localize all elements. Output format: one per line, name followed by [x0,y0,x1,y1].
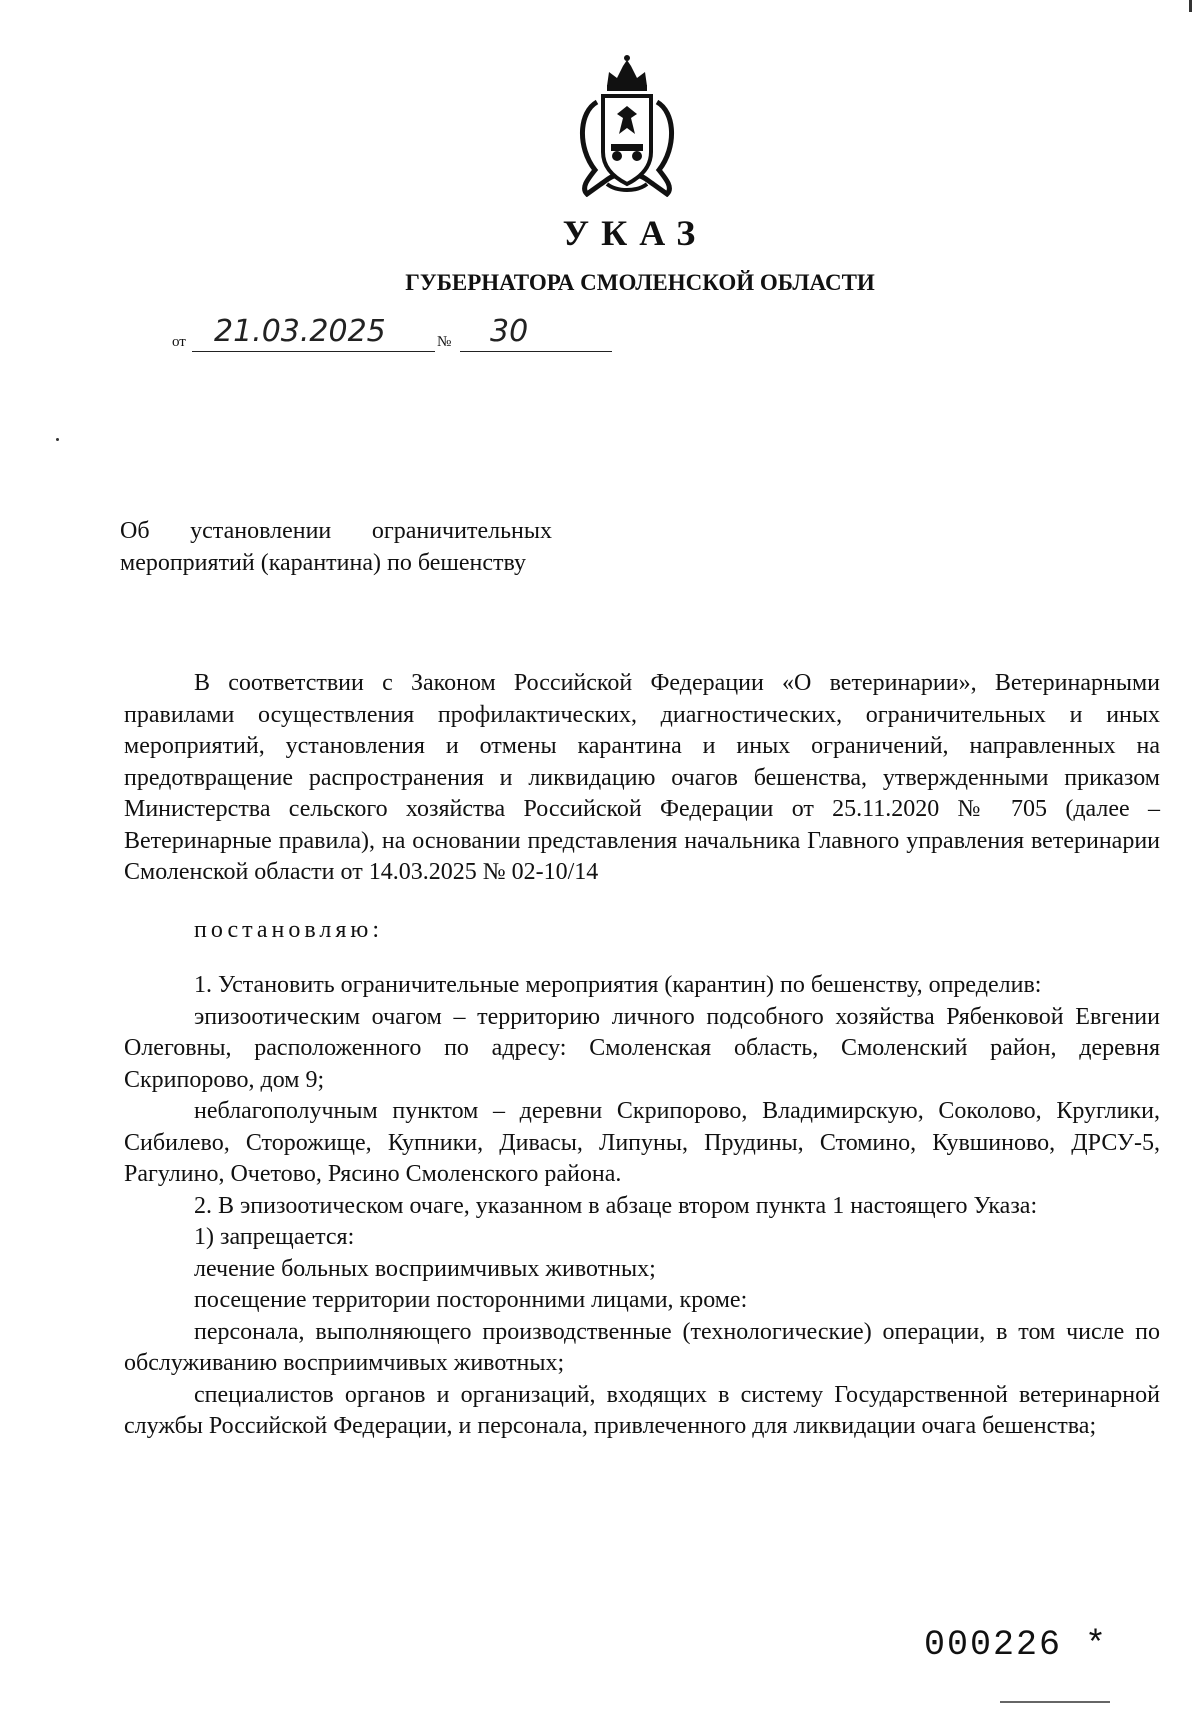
scan-edge-mark [1189,0,1192,12]
paragraph-2-1b: посещение территории посторонними лицами, кроме: [194,1287,748,1313]
number-underline [460,351,612,352]
paragraph-1a: эпизоотическим очагом – территорию личного подсобного хозяйства Рябенковой Евгении Олеговны, расположенного по адресу: Смоленская область, Смоленский район, деревня Скрипорово, дом 9; [124,1003,1160,1093]
handwritten-number: 30 [490,314,529,349]
date-label: от [172,334,186,350]
document-subject: Об установлении ограничительных мероприятий (карантина) по бешенству [120,518,552,576]
paragraph-2: 2. В эпизоотическом очаге, указанном в абзаце втором пункта 1 настоящего Указа: [194,1192,1038,1219]
scan-edge-line [1000,1701,1110,1703]
smolensk-coat-of-arms-icon [567,52,687,197]
paragraph-2-1d: специалистов органов и организаций, входящих в систему Государственной ветеринарной службы Российской Федерации, и персонала, привлеченного для ликвидации очага бешенства; [124,1381,1160,1439]
serial-number: 000226 * [924,1625,1109,1665]
preamble-paragraph: В соответствии с Законом Российской Федерации «О ветеринарии», Ветеринарными правилами осуществления профилактических, диагностических, ограничительных и иных мероприятий, установления и отмены карантина и иных ограничений, направленных на предотвращение распространения и ликвидацию очагов бешенства, утвержденными приказом Министерства сельского хозяйства Российской Федерации от 25.11.2020 № 705 (далее – Ветеринарные правила), на основании представления начальника Главного управления ветеринарии Смоленской области от 14.03.2025 № 02-10/14 [124,670,1160,885]
decree-word: постановляю: [194,916,383,943]
number-label: № [437,334,452,350]
document-title: УКАЗ [562,213,708,253]
paragraph-2-1: 1) запрещается: [194,1224,355,1250]
scan-speck [56,438,59,441]
paragraph-1b: неблагополучным пунктом – деревни Скрипорово, Владимирскую, Соколово, Круглики, Сибилево, Сторожище, Купники, Дивасы, Липуны, Прудины, Стомино, Кувшиново, ДРСУ-5, Рагулино, Очетово, Рясино Смоленского района. [124,1098,1160,1187]
document-body [124,668,1160,1443]
date-number-line [172,314,612,354]
paragraph-2-1a: лечение больных восприимчивых животных; [194,1255,656,1282]
paragraph-2-1c: персонала, выполняющего производственные (технологические) операции, в том числе по обслуживанию восприимчивых животных; [124,1318,1160,1376]
issuer-title: ГУБЕРНАТОРА СМОЛЕНСКОЙ ОБЛАСТИ [405,270,875,295]
paragraph-1: 1. Установить ограничительные мероприятия (карантин) по бешенству, определив: [194,972,1042,998]
handwritten-date: 21.03.2025 [214,314,386,349]
date-underline [192,351,435,352]
